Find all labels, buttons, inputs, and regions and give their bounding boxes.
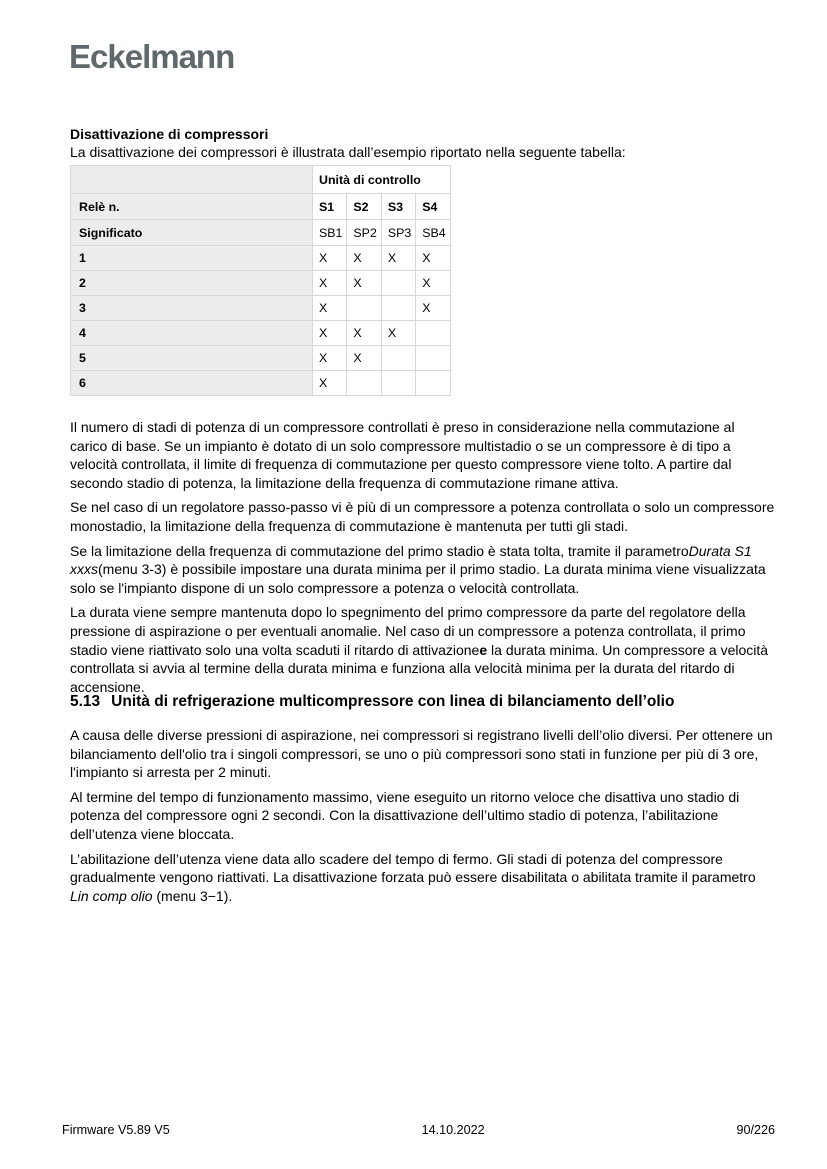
intro-text: La disattivazione dei compressori è illustrata dall’esempio riportato nella seguente tabella: <box>70 144 626 160</box>
table-col-header: S4 <box>416 194 450 220</box>
table-row-group-header <box>71 166 451 194</box>
table-row-label: 1 <box>71 246 313 271</box>
table-row-label: Significato <box>71 220 313 246</box>
table-cell: X <box>416 296 450 321</box>
paragraph: Se nel caso di un regolatore passo-passo vi è più di un compressore a potenza controllata o solo un compressore monostadio, la limitazione della frequenza di commutazione è mantenuta per tutti gli stadi. <box>70 499 775 534</box>
table-col-header: S3 <box>381 194 415 220</box>
table-row-label: 2 <box>71 271 313 296</box>
table-cell <box>381 346 415 371</box>
paragraph: L’abilitazione dell’utenza viene data allo scadere del tempo di fermo. Gli stadi di potenza del compressore gradualmente vengono riattivati. La disattivazione forzata può essere disabilitata o abilitata tramite il parametro Lin comp olio (menu 3−1). <box>70 850 756 904</box>
paragraph: La durata viene sempre mantenuta dopo lo spegnimento del primo compressore da parte del regolatore della pressione di aspirazione o per eventuali anomalie. Nel caso di un compressore a potenza controllata, il primo stadio viene riattivato solo una volta scaduti il ritardo di attivazionee la durata minima. Un compressore a velocità controllata si avvia al termine della durata minima e funziona alla velocità minima per la durata del ritardo di accensione. <box>70 604 769 695</box>
subsection-heading: Disattivazione di compressori <box>70 126 269 142</box>
table-cell: X <box>313 346 347 371</box>
table-row-label: 5 <box>71 346 313 371</box>
table-row-label: 4 <box>71 321 313 346</box>
footer-date: 14.10.2022 <box>421 1123 485 1137</box>
table-row <box>71 296 451 321</box>
table-cell: SB1 <box>313 220 347 246</box>
table-cell: X <box>313 321 347 346</box>
table-cell: X <box>347 346 381 371</box>
page-footer <box>62 1122 775 1138</box>
footer-page-number: 90/226 <box>736 1123 775 1137</box>
table-cell: SP2 <box>347 220 381 246</box>
table-row-label: 6 <box>71 371 313 396</box>
table-row <box>71 371 451 396</box>
table-cell <box>416 371 450 396</box>
section-number: 5.13 <box>70 693 101 710</box>
table-col-header: S2 <box>347 194 381 220</box>
table-cell: SB4 <box>416 220 450 246</box>
paragraph: Se la limitazione della frequenza di commutazione del primo stadio è stata tolta, tramite il parametroDurata S1 xxxs(menu 3-3) è possibile impostare una durata minima per il primo stadio. La durata minima viene visualizzata solo se l'impianto dispone di un solo compressore a potenza o velocità controllata. <box>70 542 766 596</box>
table-row <box>71 246 451 271</box>
table-row-label: 3 <box>71 296 313 321</box>
paragraph: Al termine del tempo di funzionamento massimo, viene eseguito un ritorno veloce che disattiva uno stadio di potenza del compressore ogni 2 secondi. Con la disattivazione dell’ultimo stadio di potenza, l’abilitazione dell’utenza viene bloccata. <box>70 788 740 842</box>
table-cell <box>416 346 450 371</box>
footer-firmware: Firmware V5.89 V5 <box>62 1123 170 1137</box>
table-row <box>71 346 451 371</box>
section-compressor-deactivation <box>70 126 775 702</box>
paragraph: A causa delle diverse pressioni di aspirazione, nei compressori si registrano livelli dell’olio diversi. Per ottenere un bilanciamento dell'olio tra i singoli compressori, se uno o più compressori sono stati in funzione per più di 3 ore, l'impianto si arresta per 2 minuti. <box>70 727 773 781</box>
table-cell: X <box>347 246 381 271</box>
section-heading <box>70 692 775 711</box>
table-cell: X <box>416 271 450 296</box>
table-cell <box>381 296 415 321</box>
table-cell <box>381 371 415 396</box>
table-row-meanings <box>71 220 451 246</box>
table-cell: X <box>313 296 347 321</box>
table-row <box>71 321 451 346</box>
table-cell <box>347 371 381 396</box>
eckelmann-logo: Eckelmann <box>69 38 235 75</box>
table-group-header: Unità di controllo <box>313 166 451 194</box>
table-cell: X <box>313 371 347 396</box>
table-cell: X <box>313 246 347 271</box>
section-5-13 <box>70 692 775 911</box>
section-title: Unità di refrigerazione multicompressore con linea di bilanciamento dell’olio <box>111 693 675 710</box>
table-cell: X <box>347 271 381 296</box>
table-row-label: Relè n. <box>71 194 313 220</box>
table-col-header: S1 <box>313 194 347 220</box>
table-cell: X <box>416 246 450 271</box>
table-cell <box>416 321 450 346</box>
control-units-table <box>70 165 451 396</box>
table-cell: X <box>381 246 415 271</box>
table-cell: SP3 <box>381 220 415 246</box>
table-cell: X <box>347 321 381 346</box>
table-row <box>71 271 451 296</box>
table-cell: X <box>313 271 347 296</box>
paragraph: Il numero di stadi di potenza di un compressore controllati è preso in considerazione nella commutazione al carico di base. Se un impianto è dotato di un solo compressore multistadio o se un compressore è di tipo a velocità controllata, il limite di frequenza di commutazione per questo compressore viene tolto. A partire dal secondo stadio di potenza, la limitazione della frequenza di commutazione rimane attiva. <box>70 419 735 491</box>
table-row-relays <box>71 194 451 220</box>
table-cell: X <box>381 321 415 346</box>
table-cell <box>381 271 415 296</box>
table-cell <box>347 296 381 321</box>
table-cell-empty <box>71 166 313 194</box>
